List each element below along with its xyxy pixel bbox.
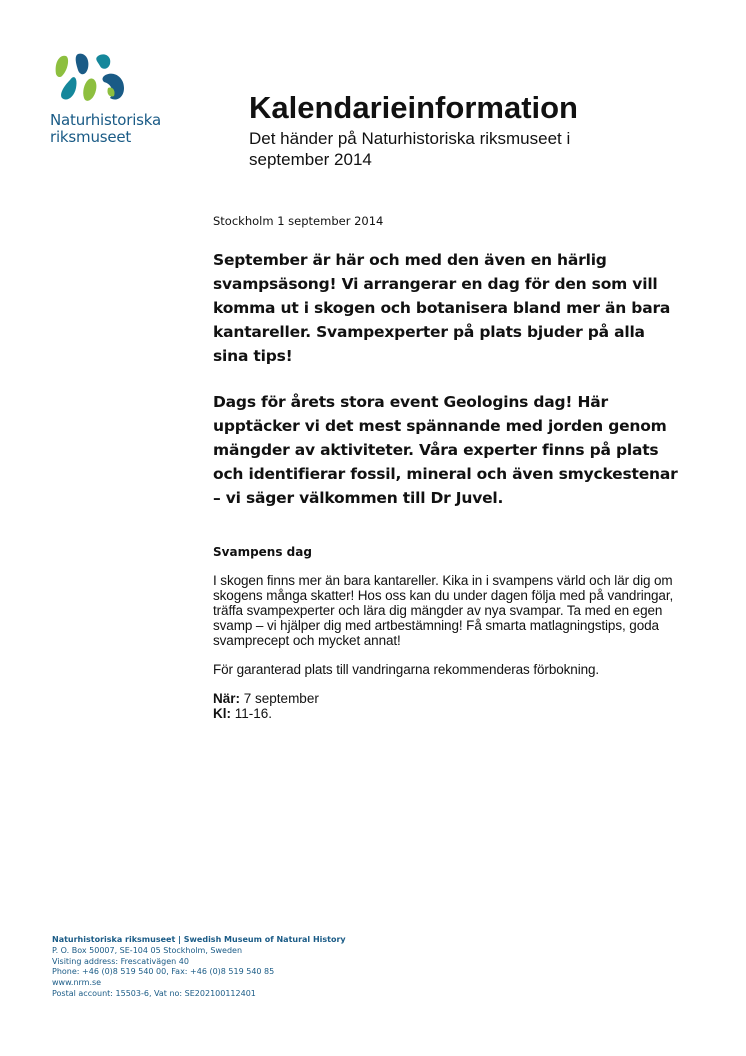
body-paragraph-2: För garanterad plats till vandringarna rekommenderas förbokning. xyxy=(213,662,600,677)
museum-logo-text xyxy=(50,112,161,146)
lead-paragraph-1: September är här och med den även en härlig svampsäsong! Vi arrangerar en dag för den som vill komma ut i skogen och botanisera bland mer än bara kantareller. Svampexperter på plats bjuder på alla sina tips! xyxy=(213,251,671,365)
document-header xyxy=(249,90,719,170)
logo-text-line1: Naturhistoriska xyxy=(50,111,162,129)
footer-postal-address: P. O. Box 50007, SE-104 05 Stockholm, Sweden xyxy=(52,945,243,955)
when-value: 7 september xyxy=(243,691,319,706)
time-value: 11-16. xyxy=(234,706,273,721)
time-label: Kl: xyxy=(213,706,231,721)
dateline: Stockholm 1 september 2014 xyxy=(213,214,384,228)
body-paragraph-1: I skogen finns mer än bara kantareller. Kika in i svampens värld och lär dig om skogens många skatter! Hos oss kan du under dagen följa med på vandringar, träffa svampexperter och lära dig mängder av nya svampar. Ta med en egen svamp – vi hjälper dig med artbestämning! Få smarta matlagningstips, goda svamprecept och mycket annat! xyxy=(213,573,674,648)
museum-logo-icon xyxy=(52,50,128,104)
logo-text-line2: riksmuseet xyxy=(50,128,132,146)
document-subtitle: Det händer på Naturhistoriska riksmuseet i september 2014 xyxy=(249,129,571,169)
footer-phone: Phone: +46 (0)8 519 540 00, Fax: +46 (0)8 519 540 85 xyxy=(52,967,275,977)
lead-paragraph-2: Dags för årets stora event Geologins dag! Här upptäcker vi det mest spännande med jorden genom mängder av aktiviteter. Våra experter finns på plats och identifierar fossil, mineral och även smyckestenar – vi säger välkommen till Dr Juvel. xyxy=(213,393,678,507)
footer xyxy=(52,935,346,1000)
footer-postal-account: Postal account: 15503-6, Vat no: SE202100112401 xyxy=(52,988,256,998)
document-title: Kalendarieinformation xyxy=(249,90,578,125)
when-label: När: xyxy=(213,691,241,706)
footer-website[interactable]: www.nrm.se xyxy=(52,978,102,988)
footer-visiting-address: Visiting address: Frescativägen 40 xyxy=(52,956,189,966)
museum-logo xyxy=(50,50,170,160)
time-line xyxy=(213,706,683,721)
document-body xyxy=(213,214,683,721)
footer-org: Naturhistoriska riksmuseet | Swedish Museum of Natural History xyxy=(52,935,346,944)
section-heading: Svampens dag xyxy=(213,545,312,559)
when-line xyxy=(213,691,683,706)
